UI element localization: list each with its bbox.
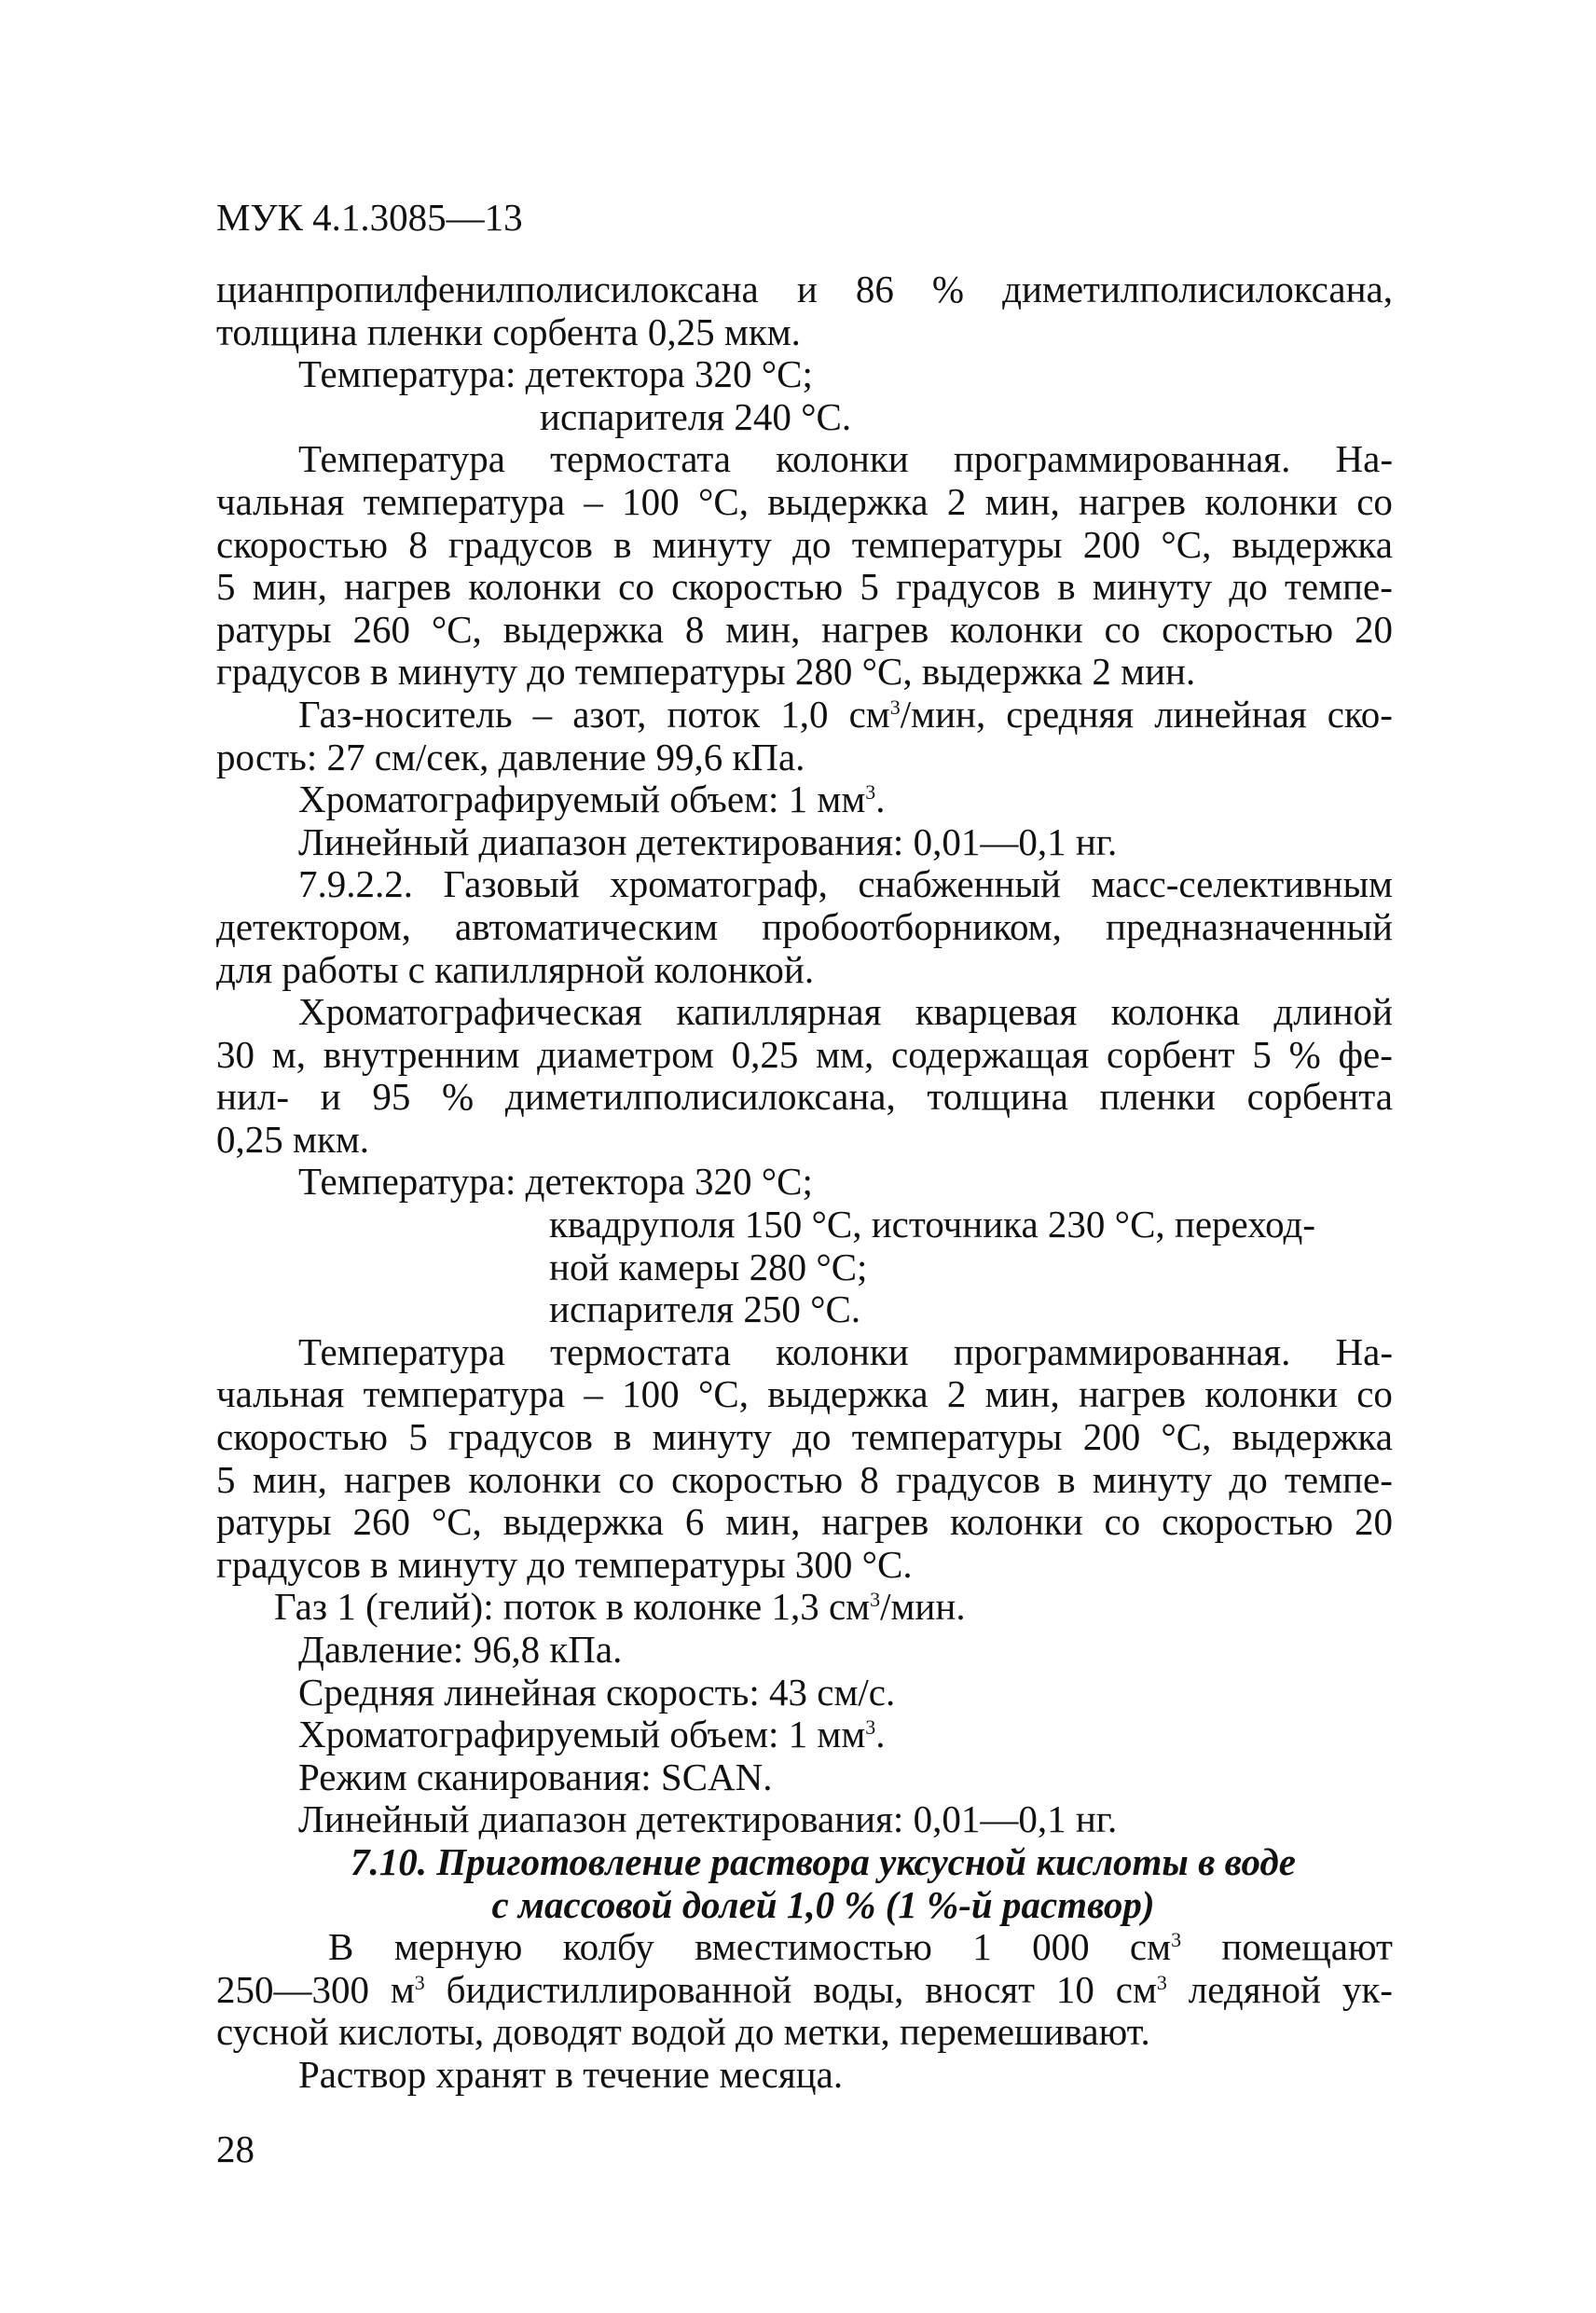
word: 8 [408, 522, 428, 566]
section-heading [216, 1841, 1393, 1926]
word: содержащая [891, 1032, 1090, 1076]
text-line [216, 1373, 1393, 1416]
word: 200 [1082, 522, 1141, 566]
word: выдержка [767, 479, 929, 523]
section-heading-line-2: с массовой долей 1,0 % (1 %-й раствор) [491, 1882, 1155, 1926]
word: длиной [1273, 990, 1393, 1034]
word: программированная. [953, 1329, 1291, 1373]
text-line: Давление: 96,8 кПа. [298, 1628, 623, 1671]
word: 100 [622, 1372, 680, 1416]
text-line: Раствор хранят в течение месяца. [298, 2052, 844, 2096]
word: минуту [1092, 565, 1213, 609]
word: цианпропилфенилполисилоксана [216, 268, 759, 310]
word: 260 [352, 607, 410, 651]
word: сорбента [1246, 1075, 1393, 1119]
word: ук- [1341, 1967, 1393, 2011]
text-line [216, 481, 1393, 524]
word: % [1288, 1032, 1321, 1076]
word: со [1104, 607, 1141, 651]
word: ратуры [216, 1500, 332, 1544]
word: нил- [216, 1075, 289, 1119]
word: – [584, 1372, 603, 1416]
word: минуту [1092, 1457, 1213, 1501]
word: 5 [408, 1415, 428, 1459]
text-line: градусов в минуту до температуры 300 °С. [216, 1542, 913, 1586]
word: снабженный [858, 862, 1061, 906]
word: со [1104, 1500, 1141, 1544]
word: скоростью [1162, 1500, 1334, 1544]
text-line [216, 268, 1393, 311]
text-line [216, 991, 1393, 1034]
word: 6 [684, 1500, 705, 1544]
text-line: рость: 27 см/сек, давление 99,6 кПа. [216, 735, 805, 778]
text-line: Линейный диапазон детектирования: 0,01—0,1 нг. [298, 1797, 1118, 1841]
word: в [1057, 1457, 1076, 1501]
text-line [216, 1076, 1393, 1119]
word: 86 [855, 268, 894, 310]
word: мм, [816, 1032, 874, 1076]
text-line: 0,25 мкм. [216, 1117, 370, 1161]
word: м, [271, 1032, 306, 1076]
word: °С, [1161, 1415, 1212, 1459]
word: $см^3$ [1115, 1967, 1167, 2011]
page-number: 28 [216, 2127, 255, 2170]
text-line: градусов в минуту до температуры 280 °С, выдержка 2 мин. [216, 650, 1196, 694]
text-line: испарителя 240 °С. [540, 394, 852, 438]
word: со [1356, 1372, 1393, 1416]
text-line: Хроматографируемый объем: 1 $мм^3$. [298, 1713, 886, 1756]
word: градусов [896, 565, 1041, 609]
word: в [613, 522, 632, 566]
word: – [584, 479, 603, 523]
section-heading-line-1: 7.10. Приготовление раствора уксусной кислоты в воде [351, 1839, 1296, 1883]
word: пробоотборником, [762, 904, 1062, 948]
text-line [216, 1926, 1393, 1969]
text-line [216, 609, 1393, 652]
word: темпе- [1285, 565, 1393, 609]
text-line: для работы с капиллярной колонкой. [216, 947, 815, 991]
word: 20 [1354, 607, 1393, 651]
word: 10 [1055, 1967, 1094, 2011]
word: 95 [372, 1075, 411, 1119]
word: 200 [1082, 1415, 1141, 1459]
word: скоростью [216, 522, 388, 566]
word: 260 [352, 1500, 410, 1544]
word: колонки [1204, 479, 1338, 523]
word: 7.9.2.2. [298, 862, 413, 906]
document-header: МУК 4.1.3085—13 [216, 196, 523, 239]
text-line [216, 524, 1393, 567]
word: термостата [550, 437, 731, 481]
body-text [216, 268, 1393, 2097]
word: термостата [550, 1329, 731, 1373]
word: мерную [393, 1925, 523, 1969]
word: °С, [697, 1372, 749, 1416]
word: нагрев [821, 607, 929, 651]
word: минуту [652, 1415, 772, 1459]
text-line [216, 1501, 1393, 1544]
text-line: толщина пленки сорбента 0,25 мкм. [216, 310, 801, 353]
word: колонка [1110, 990, 1240, 1034]
word: в [1057, 565, 1076, 609]
text-line [216, 1331, 1393, 1374]
text-line: Режим сканирования: SCAN. [298, 1755, 773, 1798]
main-text-block [216, 268, 1393, 1841]
word: кварцевая [915, 990, 1078, 1034]
word: 30 [216, 1032, 255, 1076]
word: диаметром [537, 1032, 714, 1076]
word: выдержка [502, 1500, 664, 1544]
word: воды, [813, 1967, 904, 2011]
word: градусов [447, 522, 593, 566]
word: выдержка [1231, 1415, 1393, 1459]
word: температуры [851, 522, 1063, 566]
word: 250—300 [216, 1967, 369, 2011]
word: 5 [216, 565, 236, 609]
word: чальная [216, 1372, 345, 1416]
word: внутренним [323, 1032, 520, 1076]
word: до [792, 1415, 832, 1459]
word: градусов [896, 1457, 1041, 1501]
word: $см^3$ [1129, 1925, 1182, 1969]
word: Газовый [443, 862, 580, 906]
word: выдержка [1231, 522, 1393, 566]
word: азот, [572, 692, 647, 736]
text-line [216, 906, 1393, 949]
word: колонки [468, 565, 601, 609]
word: вносят [925, 1967, 1036, 2011]
word: нагрев [344, 565, 452, 609]
text-line [216, 566, 1393, 609]
word: скоростью [1162, 607, 1334, 651]
word: детектором, [216, 904, 411, 948]
word: температура [363, 1372, 566, 1416]
word: фе- [1338, 1032, 1393, 1076]
word: диметилполисилоксана, [504, 1075, 896, 1119]
word: 5 [216, 1457, 236, 1501]
word: колонки [950, 607, 1083, 651]
word: мин, [252, 1457, 327, 1501]
word: колонки [950, 1500, 1083, 1544]
text-line: Хроматографируемый объем: 1 $мм^3$. [298, 778, 886, 821]
text-line [216, 694, 1393, 737]
word: мин, [984, 1372, 1060, 1416]
text-line: ной камеры 280 °С; [549, 1245, 868, 1288]
word: до [792, 522, 832, 566]
text-line: испарителя 250 °С. [549, 1287, 861, 1331]
word: выдержка [502, 607, 664, 651]
text-line [216, 1034, 1393, 1077]
word: поток [667, 692, 761, 736]
word: 000 [1032, 1925, 1090, 1969]
word: чальная [216, 479, 345, 523]
word: 0,25 [731, 1032, 799, 1076]
word: 5 [1252, 1032, 1272, 1076]
word: скоростью [671, 1457, 844, 1501]
word: ратуры [216, 607, 332, 651]
word: 2 [946, 1372, 967, 1416]
word: колонки [1204, 1372, 1338, 1416]
text-line: Температура: детектора 320 °С; [298, 1160, 813, 1204]
word: мин, [984, 479, 1060, 523]
word: помещают [1221, 1925, 1393, 1969]
word: в [613, 1415, 632, 1459]
text-line: сусной кислоты, доводят водой до метки, перемешивают. [216, 2010, 1150, 2054]
word: Температура [298, 437, 505, 481]
word: ледяной [1188, 1967, 1321, 2011]
word: Температура [298, 1329, 505, 1373]
word: колонки [468, 1457, 601, 1501]
word: минуту [652, 522, 772, 566]
word: темпе- [1285, 1457, 1393, 1501]
word: и [320, 1075, 341, 1119]
word: выдержка [767, 1372, 929, 1416]
final-text-block [216, 1926, 1393, 2096]
word: нагрев [821, 1500, 929, 1544]
word: скоростью [216, 1415, 388, 1459]
word: Хроматографическая [298, 990, 642, 1034]
word: На- [1335, 1329, 1393, 1373]
word: со [618, 565, 654, 609]
word: толщина [927, 1075, 1068, 1119]
word: 100 [622, 479, 680, 523]
word: Газ-носитель [298, 692, 513, 736]
word: пленки [1099, 1075, 1216, 1119]
text-line: Температура: детектора 320 °С; [298, 352, 813, 396]
word: 8 [860, 1457, 879, 1501]
word: 8 [684, 607, 705, 651]
word: бидистиллированной [446, 1967, 792, 2011]
word: сорбент [1107, 1032, 1235, 1076]
text-line: Линейный диапазон детектирования: 0,01—0,1 нг. [298, 819, 1118, 863]
word: вместимостью [695, 1925, 932, 1969]
word: температура [363, 479, 566, 523]
text-line [216, 863, 1393, 906]
text-line [216, 1459, 1393, 1502]
word: °С, [431, 607, 482, 651]
word: хроматограф, [610, 862, 828, 906]
word: мин, [252, 565, 327, 609]
word: нагрев [344, 1457, 452, 1501]
word: масс-селективным [1091, 862, 1393, 906]
word: В [328, 1925, 354, 1969]
word: ско- [1327, 692, 1393, 736]
word: со [1356, 479, 1393, 523]
word: 20 [1354, 1500, 1393, 1544]
text-line: Средняя линейная скорость: 43 см/с. [298, 1670, 896, 1714]
word: На- [1335, 437, 1393, 481]
word: колонки [776, 1329, 909, 1373]
text-line: квадруполя 150 °С, источника 230 °С, переход- [549, 1203, 1315, 1246]
word: °С, [1161, 522, 1212, 566]
word: мин, [725, 1500, 801, 1544]
word: колонки [776, 437, 909, 481]
word: градусов [447, 1415, 593, 1459]
word: $см^3$/мин, [848, 692, 986, 736]
word: капиллярная [676, 990, 882, 1034]
word: 1 [972, 1925, 992, 1969]
word: диметилполисилоксана, [1002, 268, 1393, 310]
word: до [1229, 1457, 1268, 1501]
word: °С, [697, 479, 749, 523]
word: $м^3$ [390, 1967, 425, 2011]
word: нагрев [1079, 1372, 1187, 1416]
word: – [532, 692, 553, 736]
word: предназначенный [1106, 904, 1393, 948]
word: °С, [431, 1500, 482, 1544]
word: линейная [1154, 692, 1307, 736]
text-line: Газ 1 (гелий): поток в колонке 1,3 $см^3$/мин. [274, 1585, 966, 1629]
word: автоматическим [454, 904, 719, 948]
text-line [216, 438, 1393, 481]
word: 2 [946, 479, 967, 523]
word: 1,0 [780, 692, 829, 736]
word: мин, [725, 607, 801, 651]
word: программированная. [953, 437, 1291, 481]
word: до [1229, 565, 1268, 609]
word: и [796, 268, 818, 310]
word: средняя [1006, 692, 1135, 736]
word: температуры [851, 1415, 1063, 1459]
text-line [216, 1969, 1393, 2012]
word: % [442, 1075, 475, 1119]
word: % [931, 268, 965, 310]
word: 5 [860, 565, 879, 609]
word: колбу [562, 1925, 654, 1969]
word: скоростью [671, 565, 844, 609]
text-line [216, 1416, 1393, 1459]
word: нагрев [1079, 479, 1187, 523]
word: со [618, 1457, 654, 1501]
